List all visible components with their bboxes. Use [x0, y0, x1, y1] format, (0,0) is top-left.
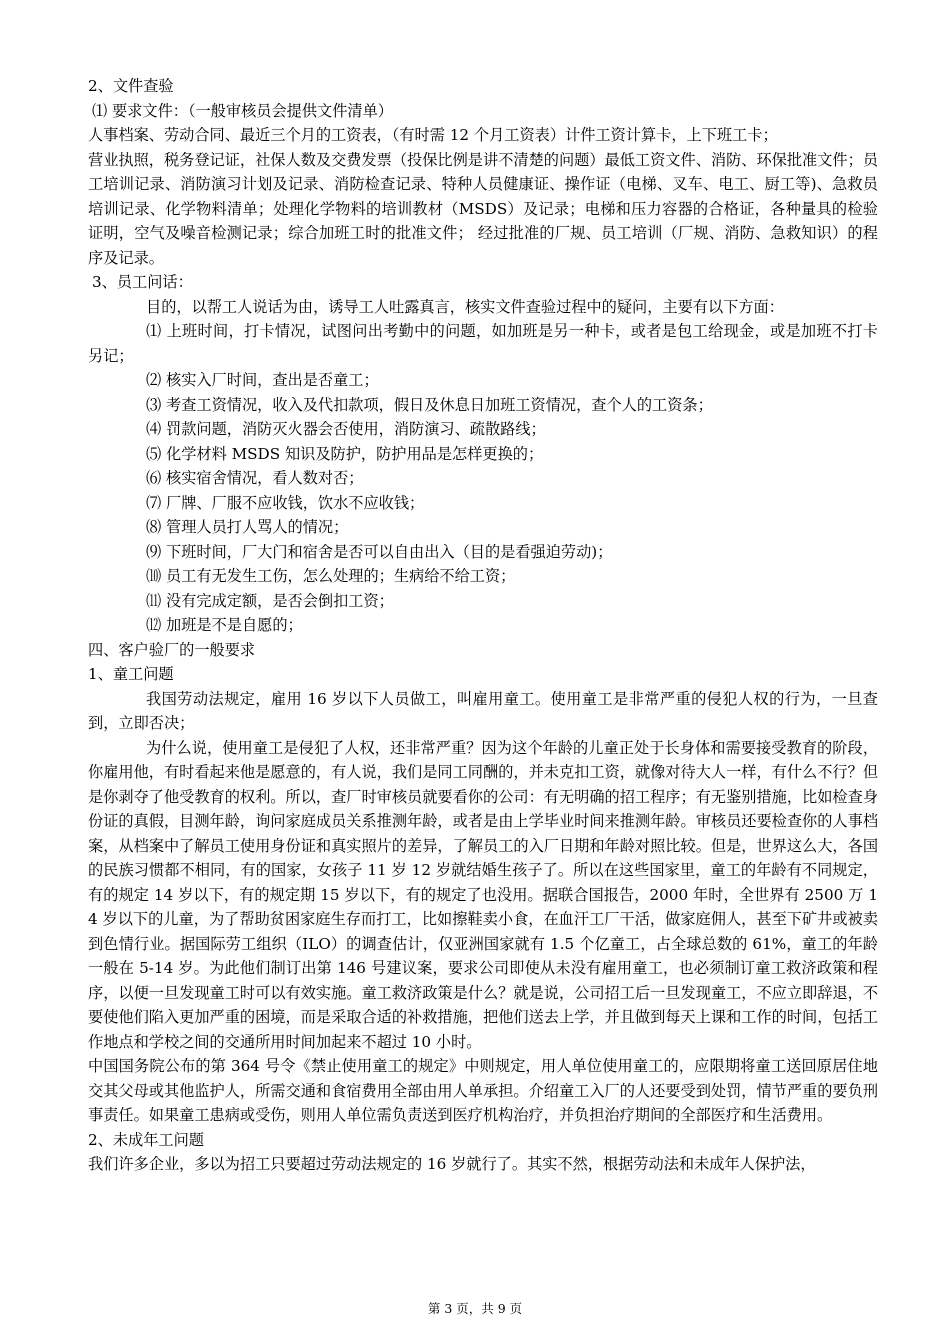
- paragraph: 我国劳动法规定，雇用 16 岁以下人员做工，叫雇用童工。使用童工是非常严重的侵犯人权的行为，一旦查到，立即否决；: [88, 689, 878, 732]
- list-item: ⑻ 管理人员打人骂人的情况；: [146, 518, 349, 536]
- list-item: ⑿ 加班是不是自愿的；: [146, 616, 303, 634]
- list-item: ⑸ 化学材料 MSDS 知识及防护，防护用品是怎样更换的；: [146, 444, 544, 463]
- section-heading-client-audit: 四、客户验厂的一般要求: [88, 640, 256, 659]
- list-item: ⑴ 上班时间，打卡情况，试图问出考勤中的问题，如加班是另一种卡，或者是包工给现金，或是加班不打卡另记；: [88, 322, 878, 365]
- list-item: ⑶ 考查工资情况，收入及代扣款项，假日及休息日加班工资情况，查个人的工资条；: [146, 395, 713, 414]
- list-item: ⑷ 罚款问题，消防灭火器会否使用，消防演习、疏散路线；: [146, 420, 546, 438]
- page-number-footer: 第 3 页，共 9 页: [427, 1301, 523, 1316]
- list-item: ⑾ 没有完成定额，是否会倒扣工资；: [146, 591, 394, 610]
- section-heading-employee-interview: 3、员工问话：: [92, 273, 193, 291]
- required-documents-item: ⑴ 要求文件：（一般审核员会提供文件清单）: [92, 101, 393, 120]
- list-item: ⑽ 员工有无发生工伤，怎么处理的；生病给不给工资；: [146, 567, 516, 585]
- paragraph: 为什么说，使用童工是侵犯了人权，还非常严重？因为这个年龄的儿童正处于长身体和需要接受教育的阶段，你雇用他，有时看起来他是愿意的，有人说，我们是同工同酬的，并未克扣工资，就像对待大人一样，有什么不行？但是你剥夺了他受教育的权利。所以，查厂时审核员就要看你的公司：有无明确的招工程序；有无鉴别措施，比如检查身份证的真假，目测年龄，询问家庭成员关系推测年龄，或者是由上学毕业时间来推测年龄。审核员还要检查你的人事档案，从档案中了解员工使用身份证和真实照片的差异，了解员工的入厂日期和年龄对照比较。但是，世界这么大，各国的民族习惯都不相同，有的国家，女孩子 11 岁 12 岁就结婚生孩子了。所以在这些国家里，童工的年龄有不同规定，有的规定 14 岁以下，有的规定期 15 岁以下，有的规定了也没用。据联合国报告，2000 年时，全世界有 2500 万 14 岁以下的儿童，为了帮助贫困家庭生存而打工，比如擦鞋卖小食，在血汗工厂干活，做家庭佣人，甚至下矿井或被卖到色情行业。据国际劳工组织（ILO）的调查估计，仅亚洲国家就有 1.5 个亿童工，占全球总数的 61%，童工的年龄一般在 5-14 岁。为此他们制订出第 146 号建议案，要求公司即使从未没有雇用童工，也必须制订童工救济政策和程序，以便一旦发现童工时可以有效实施。童工救济政策是什么？就是说，公司招工后一旦发现童工，不应立即辞退，不要使他们陷入更加严重的困境，而是采取合适的补救措施，把他们送去上学，并且做到每天上课和工作的时间，包括工作地点和学校之间的交通所用时间加起来不超过 10 小时。: [88, 738, 878, 1051]
- paragraph: 目的，以帮工人说话为由，诱导工人吐露真言，核实文件查验过程中的疑问，主要有以下方面：: [146, 297, 784, 316]
- paragraph: 中国国务院公布的第 364 号令《禁止使用童工的规定》中则规定，用人单位使用童工的，应限期将童工送回原居住地交其父母或其他监护人，所需交通和食宿费用全部由用人单承担。介绍童工入厂的人还要受到处罚，情节严重的要负刑事责任。如果童工患病或受伤，则用人单位需负责送到医疗机构治疗，并负担治疗期间的全部医疗和生活费用。: [88, 1057, 878, 1124]
- section-heading-document-check: 2、文件查验: [88, 77, 174, 95]
- paragraph: 营业执照，税务登记证，社保人数及交费发票（投保比例是讲不清楚的问题）最低工资文件、消防、环保批准文件；员工培训记录、消防演习计划及记录、消防检查记录、特种人员健康证、操作证（电梯、叉车、电工、厨工等)、急救员培训记录、化学物料清单；处理化学物料的培训教材（MSDS）及记录；电梯和压力容器的合格证，各种量具的检验证明，空气及噪音检测记录；综合加班工时的批准文件； 经过批准的厂规、员工培训（厂规、消防、急救知识）的程序及记录。: [88, 150, 878, 267]
- list-item: ⑹ 核实宿舍情况，看人数对否；: [146, 469, 364, 487]
- subsection-heading-child-labor: 1、童工问题: [88, 665, 174, 683]
- paragraph: 人事档案、劳动合同、最近三个月的工资表，（有时需 12 个月工资表）计件工资计算卡，上下班工卡；: [88, 126, 778, 144]
- subsection-heading-minor-workers: 2、未成年工问题: [88, 1130, 204, 1149]
- list-item: ⑺ 厂牌、厂服不应收钱，饮水不应收钱；: [146, 493, 425, 512]
- list-item: ⑼ 下班时间，厂大门和宿舍是否可以自由出入（目的是看强迫劳动)；: [146, 542, 613, 561]
- page-content: [88, 74, 878, 1177]
- paragraph: 我们许多企业，多以为招工只要超过劳动法规定的 16 岁就行了。其实不然，根据劳动法和未成年人保护法，: [88, 1155, 816, 1173]
- list-item: ⑵ 核实入厂时间，查出是否童工；: [146, 371, 379, 389]
